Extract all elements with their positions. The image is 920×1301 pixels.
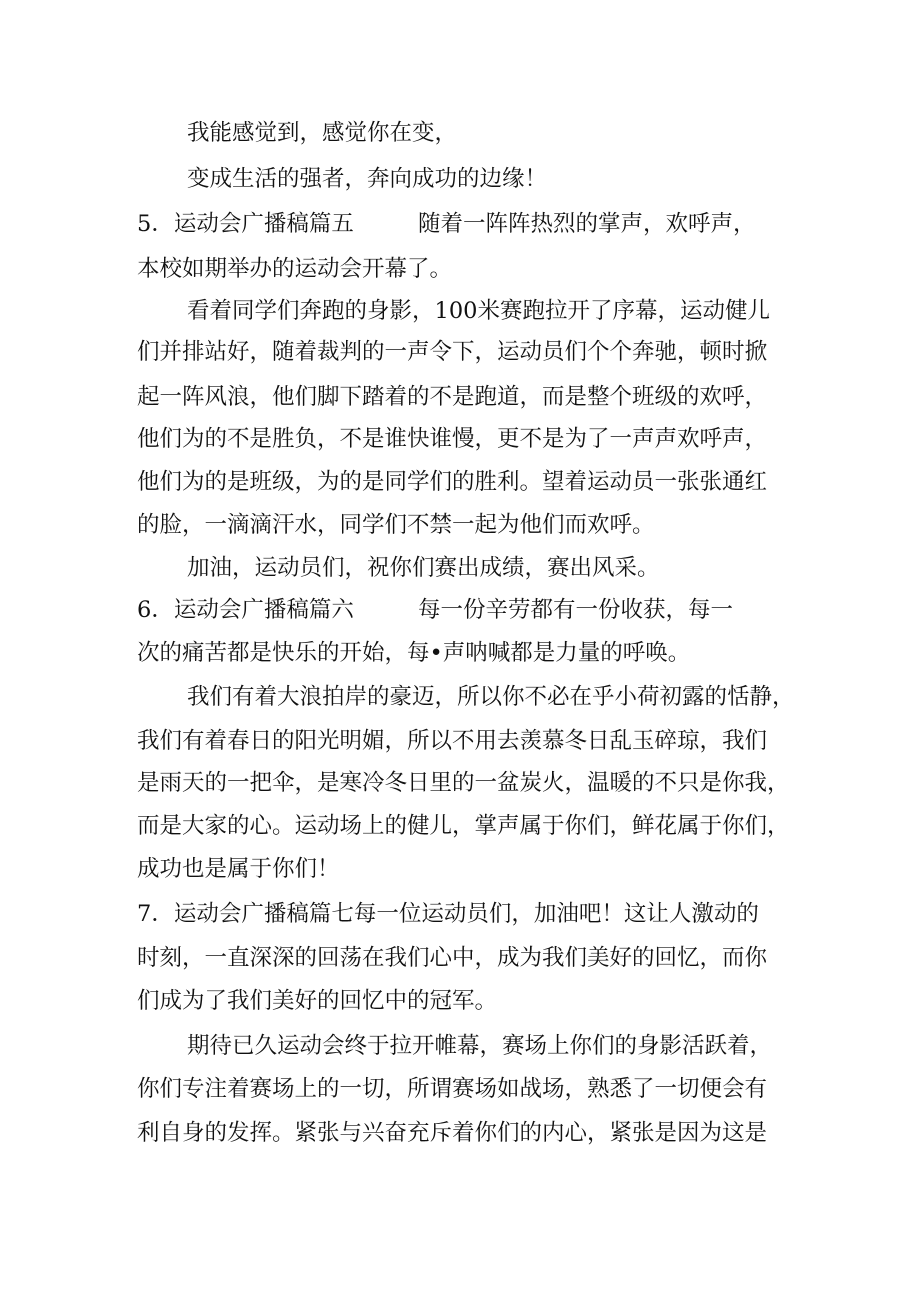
paragraph-line: 而是大家的心。运动场上的健儿，掌声属于你们，鲜花属于你们， (137, 813, 790, 839)
section-intro-5: 随着一阵阵热烈的掌声，欢呼声， (418, 211, 756, 237)
paragraph-line: 他们为的不是胜负，不是谁快谁慢，更不是为了一声声欢呼声， (137, 426, 768, 452)
section-intro-5-cont: 本校如期举办的运动会开幕了。 (137, 256, 453, 282)
section-heading-5: 5．运动会广播稿篇五 (137, 211, 354, 237)
paragraph-line: 时刻，一直深深的回荡在我们心中，成为我们美好的回忆，而你 (137, 945, 768, 971)
paragraph-line: 他们为的是班级，为的是同学们的胜利。望着运动员一张张通红 (137, 469, 768, 495)
section-heading-6: 6．运动会广播稿篇六 (137, 597, 354, 623)
section-intro-6: 每一份辛劳都有一份收获，每一 (418, 597, 734, 623)
paragraph-line: 们成为了我们美好的回忆中的冠军。 (137, 988, 498, 1014)
paragraph-line: 看着同学们奔跑的身影，100米赛跑拉开了序幕，运动健儿 (187, 298, 770, 324)
paragraph-line: 你们专注着赛场上的一切，所谓赛场如战场，熟悉了一切便会有 (137, 1076, 768, 1102)
paragraph-line: 是雨天的一把伞，是寒冷冬日里的一盆炭火，温暖的不只是你我， (137, 770, 790, 796)
paragraph-line: 我们有着大浪拍岸的豪迈，所以你不必在乎小荷初露的恬静， (187, 684, 795, 710)
paragraph-line: 期待已久运动会终于拉开帷幕，赛场上你们的身影活跃着， (187, 1033, 773, 1059)
paragraph-line: 起一阵风浪，他们脚下踏着的不是跑道，而是整个班级的欢呼， (137, 384, 768, 410)
paragraph-line: 成功也是属于你们！ (137, 856, 340, 882)
paragraph-line: 的脸，一滴滴汗水，同学们不禁一起为他们而欢呼。 (137, 512, 655, 538)
paragraph-line: 利自身的发挥。紧张与兴奋充斥着你们的内心，紧张是因为这是 (137, 1120, 768, 1146)
section-heading-7: 7．运动会广播稿篇七每一位运动员们，加油吧！这让人激动的 (137, 901, 759, 927)
paragraph-line: 我们有着春日的阳光明媚，所以不用去羡慕冬日乱玉碎琼，我们 (137, 728, 768, 754)
paragraph-line: 加油，运动员们，祝你们赛出成绩，赛出风采。 (187, 555, 660, 581)
poem-line: 变成生活的强者，奔向成功的边缘！ (187, 166, 548, 192)
paragraph-line: 们并排站好，随着裁判的一声令下，运动员们个个奔驰，顿时掀 (137, 339, 768, 365)
poem-line: 我能感觉到，感觉你在变， (187, 120, 458, 146)
section-intro-6-cont: 次的痛苦都是快乐的开始，每•声呐喊都是力量的呼唤。 (137, 640, 691, 666)
